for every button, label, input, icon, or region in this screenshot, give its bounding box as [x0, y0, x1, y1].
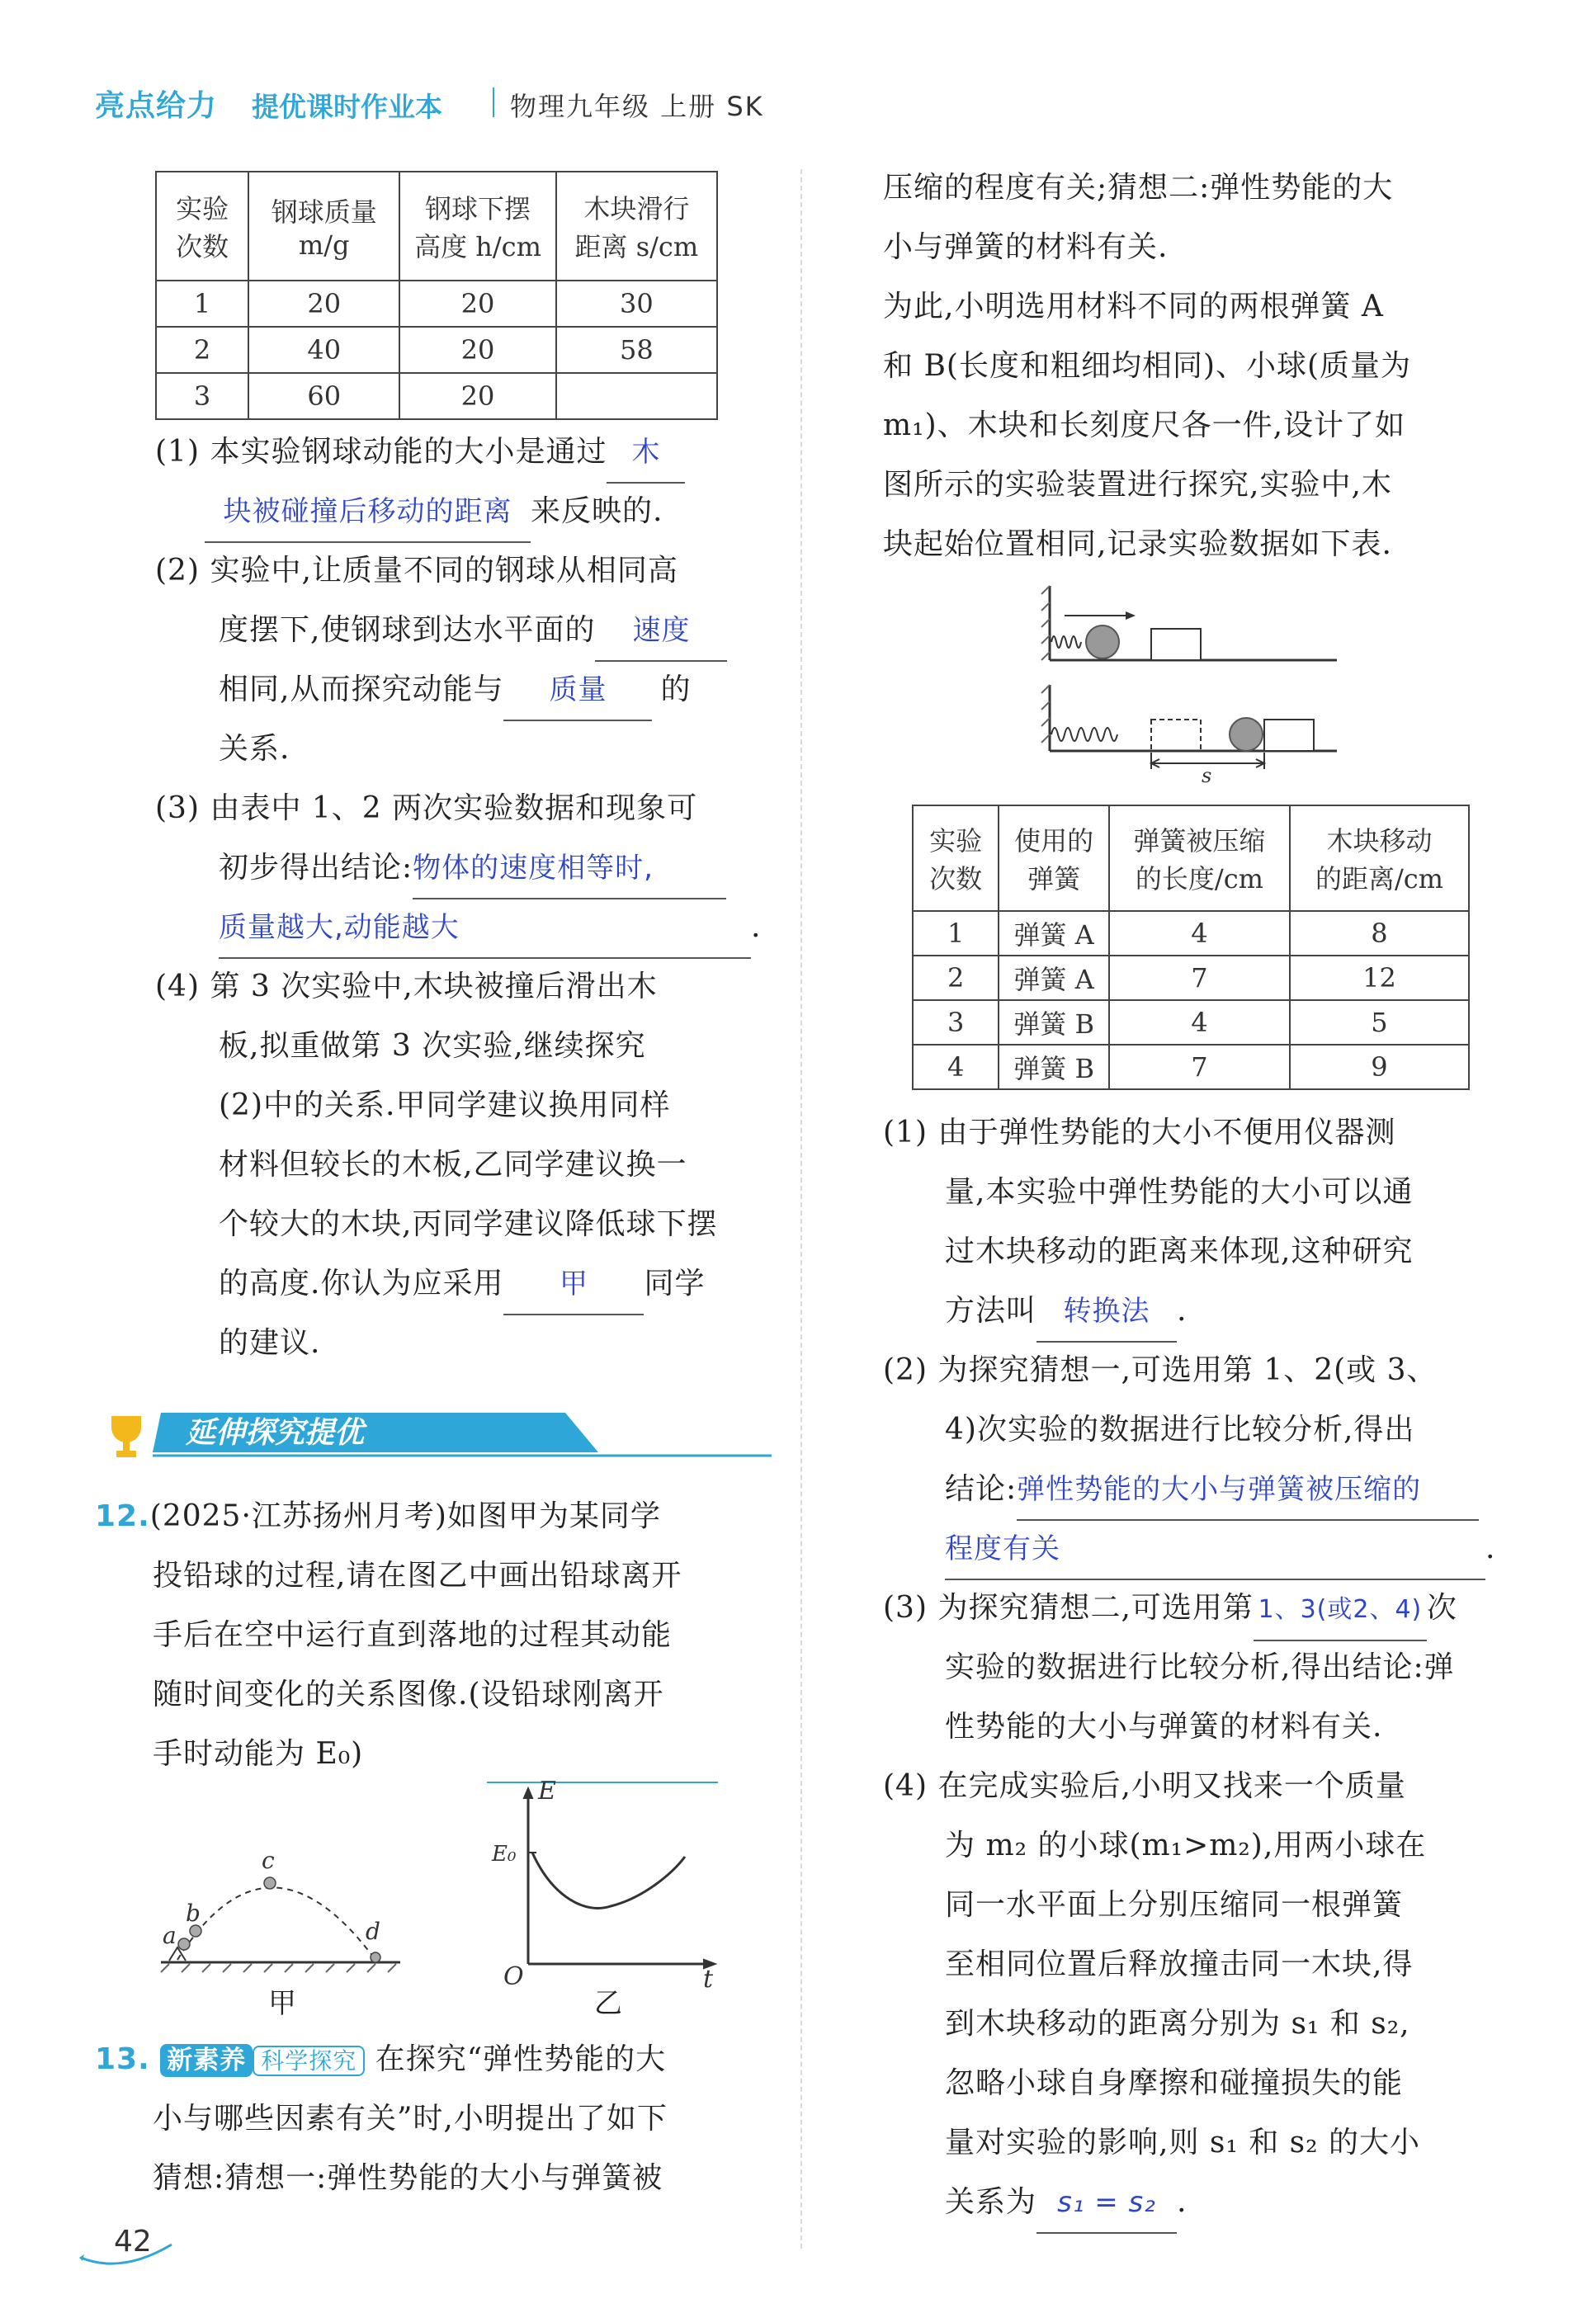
- svg-text:O: O: [503, 1962, 524, 1989]
- q13-part2-line2: 4)次实验的数据进行比较分析,得出: [945, 1413, 1415, 1447]
- figure-label-jia: 甲: [268, 1987, 296, 2020]
- table-header: 木块移动 的距离/cm: [1290, 805, 1469, 911]
- table-row: 2 弹簧 A 7 12: [913, 956, 1469, 1000]
- table-row: 1 20 20 30: [156, 281, 717, 327]
- q11-part1-line2: 块被碰撞后移动的距离 来反映的.: [205, 482, 663, 543]
- q13-right-line1: 压缩的程度有关;猜想二:弹性势能的大: [883, 171, 1394, 205]
- q13-part4-line7: 量对实验的影响,则 s₁ 和 s₂ 的大小: [945, 2126, 1421, 2160]
- q13-right-line5: m₁)、木块和长刻度尺各一件,设计了如: [883, 408, 1406, 442]
- answer-blank: s₁ = s₂: [1036, 2173, 1177, 2234]
- q13-part4-line3: 同一水平面上分别压缩同一根弹簧: [945, 1888, 1404, 1922]
- table-header: 木块滑行 距离 s/cm: [556, 172, 717, 281]
- q13-part3-line2: 实验的数据进行比较分析,得出结论:弹: [945, 1650, 1455, 1684]
- svg-text:a: a: [163, 1922, 177, 1949]
- q11-part3-line3: 质量越大,动能越大 .: [219, 898, 761, 959]
- q13-right-line2: 小与弹簧的材料有关.: [883, 230, 1169, 264]
- book-info: 物理九年级 上册 SK: [510, 91, 764, 122]
- q12-line1: 12.(2025·江苏扬州月考)如图甲为某同学: [95, 1499, 661, 1533]
- figure-label-yi: 乙: [594, 1987, 622, 2020]
- section-banner: [103, 1401, 780, 1467]
- table-row: 2 40 20 58: [156, 327, 717, 373]
- table-header: 实验 次数: [913, 805, 999, 911]
- answer-blank: 程度有关: [945, 1519, 1485, 1580]
- table-row: 1 弹簧 A 4 8: [913, 911, 1469, 956]
- q11-part4-line7: 的建议.: [219, 1326, 321, 1360]
- table-header: 使用的 弹簧: [999, 805, 1109, 911]
- table-row: 4 弹簧 B 7 9: [913, 1045, 1469, 1089]
- answer-blank: 1、3(或2、4): [1254, 1580, 1427, 1641]
- section-title: 延伸探究提优: [186, 1416, 365, 1450]
- q13-part4-line1: (4) 在完成实验后,小明又找来一个质量: [883, 1769, 1406, 1803]
- answer-blank: 质量: [503, 660, 652, 721]
- q11-part4-line3: (2)中的关系.甲同学建议换用同样: [219, 1088, 671, 1122]
- science-inquiry-tag: 科学探究: [253, 2046, 365, 2076]
- steel-ball-table: [155, 171, 718, 420]
- svg-text:b: b: [186, 1900, 201, 1927]
- svg-text:E₀: E₀: [492, 1842, 517, 1867]
- answer-blank: 速度: [595, 601, 727, 662]
- answer-blank: 转换法: [1036, 1282, 1177, 1343]
- q11-part1-line1: (1) 本实验钢球动能的大小是通过 木: [155, 422, 685, 484]
- q13-right-line6: 图所示的实验装置进行探究,实验中,木: [883, 468, 1392, 502]
- table-header: 实验 次数: [156, 172, 248, 281]
- q13-part2-line4: 程度有关 .: [945, 1519, 1495, 1580]
- q11-part2-line4: 关系.: [219, 732, 290, 766]
- page-number: 42: [114, 2225, 152, 2259]
- trophy-icon: [111, 1416, 141, 1457]
- table-header: 钢球质量 m/g: [248, 172, 399, 281]
- q12-line4: 随时间变化的关系图像.(设铅球刚离开: [153, 1678, 664, 1711]
- q13-right-line3: 为此,小明选用材料不同的两根弹簧 A: [883, 290, 1384, 323]
- table-header: 钢球下摆 高度 h/cm: [399, 172, 555, 281]
- brand-logo: 亮点给力: [95, 89, 218, 123]
- svg-text:d: d: [366, 1918, 380, 1945]
- q11-part3-line1: (3) 由表中 1、2 两次实验数据和现象可: [155, 791, 698, 825]
- svg-text:t: t: [703, 1965, 714, 1989]
- q11-part4-line6: 的高度.你认为应采用 甲 同学: [219, 1254, 705, 1315]
- answer-blank: 甲: [503, 1254, 644, 1315]
- q13-line2: 小与哪些因素有关”时,小明提出了如下: [153, 2102, 668, 2136]
- ball-c: [264, 1877, 276, 1889]
- q13-part2-line3: 结论:弹性势能的大小与弹簧被压缩的: [945, 1460, 1479, 1521]
- column-divider: [800, 169, 804, 2249]
- q13-part1-line3: 过木块移动的距离来体现,这种研究: [945, 1234, 1414, 1268]
- q13-right-line7: 块起始位置相同,记录实验数据如下表.: [883, 527, 1392, 561]
- q13-part4-line5: 到木块移动的距离分别为 s₁ 和 s₂,: [945, 2007, 1410, 2041]
- new-literacy-tag: 新素养: [160, 2044, 253, 2077]
- answer-blank: 块被碰撞后移动的距离: [205, 482, 531, 543]
- q11-part4-line4: 材料但较长的木板,乙同学建议换一: [219, 1148, 687, 1182]
- ball-d: [371, 1952, 380, 1962]
- q11-part2-line2: 度摆下,使钢球到达水平面的 速度: [219, 601, 727, 662]
- q13-line3: 猜想:猜想一:弹性势能的大小与弹簧被: [153, 2161, 663, 2195]
- spring-data-table: [912, 805, 1470, 1090]
- q12-line5: 手时动能为 E₀): [153, 1737, 364, 1771]
- q11-part3-line2: 初步得出结论:物体的速度相等时,: [219, 838, 726, 899]
- shot-put-trajectory-figure: [153, 1832, 417, 2005]
- q13-part2-line1: (2) 为探究猜想一,可选用第 1、2(或 3、: [883, 1353, 1438, 1387]
- q13-part3-line3: 性势能的大小与弹簧的材料有关.: [945, 1710, 1383, 1744]
- q13-right-line4: 和 B(长度和粗细均相同)、小球(质量为: [883, 349, 1412, 383]
- ball-b: [190, 1925, 201, 1937]
- answer-blank: 弹性势能的大小与弹簧被压缩的: [1017, 1460, 1479, 1521]
- q13-part1-line1: (1) 由于弹性势能的大小不便用仪器测: [883, 1116, 1396, 1149]
- spring-apparatus-figure: [1040, 578, 1353, 784]
- energy-time-graph: [487, 1774, 734, 1989]
- energy-curve: [532, 1853, 685, 1908]
- q13-part4-line6: 忽略小球自身摩擦和碰撞损失的能: [945, 2066, 1404, 2100]
- svg-text:s: s: [1202, 764, 1212, 784]
- answer-blank: 质量越大,动能越大: [219, 898, 751, 959]
- svg-text:E: E: [538, 1777, 556, 1806]
- q11-part2-line3: 相同,从而探究动能与 质量 的: [219, 660, 691, 721]
- svg-text:c: c: [262, 1847, 275, 1874]
- q13-part4-line8: 关系为 s₁ = s₂ .: [945, 2173, 1187, 2234]
- table-row: 3 弹簧 B 4 5: [913, 1000, 1469, 1045]
- q12-line2: 投铅球的过程,请在图乙中画出铅球离开: [153, 1559, 682, 1593]
- q13-part4-line2: 为 m₂ 的小球(m₁>m₂),用两小球在: [945, 1829, 1427, 1862]
- q13-part4-line4: 至相同位置后释放撞击同一木块,得: [945, 1947, 1414, 1981]
- table-header: 弹簧被压缩 的长度/cm: [1109, 805, 1290, 911]
- q13-part3-line1: (3) 为探究猜想二,可选用第 1、3(或2、4) 次: [883, 1579, 1457, 1641]
- answer-blank: 木: [607, 422, 685, 484]
- ball-a: [178, 1938, 190, 1950]
- table-row: 3 60 20: [156, 373, 717, 419]
- q13-part1-line2: 量,本实验中弹性势能的大小可以通: [945, 1175, 1414, 1209]
- q11-part4-line2: 板,拟重做第 3 次实验,继续探究: [219, 1029, 646, 1063]
- q13-line1: 13. 新素养 科学探究 在探究“弹性势能的大: [95, 2042, 667, 2076]
- q11-part4-line1: (4) 第 3 次实验中,木块被撞后滑出木: [155, 970, 658, 1003]
- q11-part2-line1: (2) 实验中,让质量不同的钢球从相同高: [155, 554, 678, 588]
- answer-blank: 物体的速度相等时,: [413, 838, 726, 899]
- q12-line3: 手后在空中运行直到落地的过程其动能: [153, 1618, 673, 1652]
- header-divider: [493, 87, 494, 117]
- q13-part1-line4: 方法叫 转换法 .: [945, 1282, 1187, 1343]
- q11-part4-line5: 个较大的木块,丙同学建议降低球下摆: [219, 1207, 718, 1241]
- book-subtitle: 提优课时作业本: [252, 91, 442, 123]
